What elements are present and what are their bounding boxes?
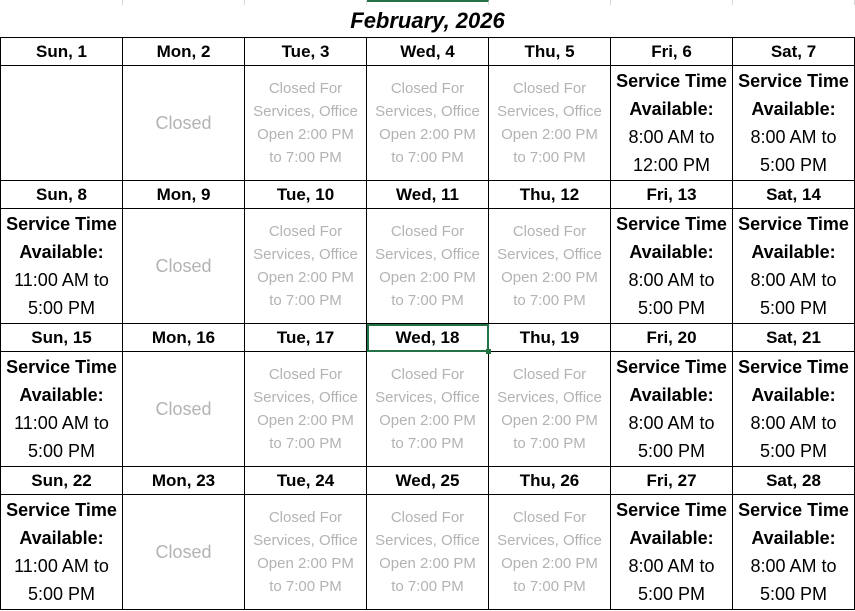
service-time-block	[738, 67, 849, 179]
service-time-hours: 8:00 AM to	[628, 413, 715, 433]
service-time-hours: 5:00 PM	[637, 441, 706, 461]
day-body-cell[interactable]	[245, 352, 367, 467]
service-time-hours: 5:00 PM	[27, 298, 96, 318]
office-hours-line: Open 2:00 PM	[257, 126, 354, 143]
day-body-cell[interactable]	[0, 209, 123, 324]
office-hours-line: Open 2:00 PM	[257, 412, 354, 429]
service-time-hours: 5:00 PM	[27, 584, 96, 604]
day-header-cell[interactable]: Fri, 6	[611, 38, 733, 66]
office-hours-line: Services, Office	[497, 246, 602, 263]
service-time-label: Available:	[19, 528, 104, 548]
day-header-cell[interactable]: Fri, 20	[611, 324, 733, 352]
service-time-label: Available:	[629, 242, 714, 262]
service-time-label: Available:	[751, 242, 836, 262]
day-body-cell[interactable]	[733, 209, 855, 324]
service-time-hours: 11:00 AM to	[14, 413, 109, 433]
service-time-label: Service Time	[738, 357, 849, 377]
service-time-block	[616, 496, 727, 608]
day-body-cell[interactable]	[245, 495, 367, 610]
service-time-label: Service Time	[6, 357, 117, 377]
service-time-hours: 8:00 AM to	[750, 413, 837, 433]
office-hours-line: Services, Office	[375, 103, 480, 120]
service-time-hours: 5:00 PM	[637, 298, 706, 318]
day-header-cell[interactable]: Sun, 15	[0, 324, 123, 352]
closed-label: Closed	[155, 112, 212, 133]
office-hours-note	[497, 363, 602, 455]
service-time-hours: 8:00 AM to	[750, 270, 837, 290]
office-hours-line: Closed For	[390, 80, 465, 97]
office-hours-note	[253, 220, 358, 312]
day-header-cell[interactable]: Sat, 21	[733, 324, 855, 352]
day-header-cell[interactable]: Wed, 18	[367, 324, 489, 352]
day-header-cell[interactable]: Sun, 22	[0, 467, 123, 495]
office-hours-line: Closed For	[390, 366, 465, 383]
office-hours-line: Closed For	[512, 366, 587, 383]
day-header-cell[interactable]: Thu, 5	[489, 38, 611, 66]
office-hours-line: Services, Office	[253, 532, 358, 549]
service-time-hours: 8:00 AM to	[750, 556, 837, 576]
office-hours-line: Open 2:00 PM	[501, 412, 598, 429]
service-time-block	[616, 353, 727, 465]
day-body-cell[interactable]	[489, 209, 611, 324]
office-hours-line: Closed For	[390, 223, 465, 240]
service-time-hours: 5:00 PM	[27, 441, 96, 461]
day-body-cell[interactable]	[611, 209, 733, 324]
office-hours-note	[375, 363, 480, 455]
service-time-block	[616, 210, 727, 322]
service-time-hours: 5:00 PM	[759, 155, 828, 175]
day-body-cell[interactable]	[123, 66, 245, 181]
day-header-cell[interactable]: Sat, 14	[733, 181, 855, 209]
office-hours-line: Open 2:00 PM	[501, 126, 598, 143]
day-header-cell[interactable]: Fri, 27	[611, 467, 733, 495]
day-body-cell[interactable]	[245, 209, 367, 324]
day-body-cell[interactable]	[611, 495, 733, 610]
day-header-cell[interactable]: Wed, 11	[367, 181, 489, 209]
office-hours-line: Open 2:00 PM	[257, 555, 354, 572]
day-header-cell[interactable]: Mon, 9	[123, 181, 245, 209]
day-body-cell[interactable]	[367, 352, 489, 467]
calendar-title[interactable]: February, 2026	[0, 5, 855, 38]
closed-label: Closed	[155, 398, 212, 419]
closed-label: Closed	[155, 541, 212, 562]
service-time-hours: 8:00 AM to	[628, 127, 715, 147]
office-hours-line: Open 2:00 PM	[501, 269, 598, 286]
service-time-label: Service Time	[616, 214, 727, 234]
office-hours-note	[497, 506, 602, 598]
calendar-grid	[0, 38, 855, 610]
office-hours-line: Services, Office	[253, 246, 358, 263]
office-hours-line: Closed For	[512, 509, 587, 526]
day-header-cell[interactable]: Thu, 12	[489, 181, 611, 209]
service-time-hours: 8:00 AM to	[628, 270, 715, 290]
day-header-cell[interactable]: Sat, 28	[733, 467, 855, 495]
day-header-cell[interactable]: Sat, 7	[733, 38, 855, 66]
service-time-block	[6, 496, 117, 608]
office-hours-note	[253, 506, 358, 598]
day-header-cell[interactable]: Mon, 23	[123, 467, 245, 495]
office-hours-note	[375, 220, 480, 312]
office-hours-line: Services, Office	[497, 103, 602, 120]
office-hours-line: to 7:00 PM	[391, 578, 464, 595]
service-time-label: Available:	[629, 99, 714, 119]
office-hours-line: to 7:00 PM	[513, 149, 586, 166]
day-header-cell[interactable]: Wed, 4	[367, 38, 489, 66]
closed-label: Closed	[155, 255, 212, 276]
day-header-cell[interactable]: Thu, 26	[489, 467, 611, 495]
day-body-cell[interactable]	[611, 66, 733, 181]
service-time-hours: 11:00 AM to	[14, 556, 109, 576]
office-hours-line: Closed For	[268, 223, 343, 240]
day-body-cell[interactable]	[489, 495, 611, 610]
office-hours-line: to 7:00 PM	[391, 435, 464, 452]
office-hours-line: Open 2:00 PM	[501, 555, 598, 572]
day-body-cell[interactable]	[367, 66, 489, 181]
day-body-cell[interactable]	[367, 495, 489, 610]
service-time-label: Service Time	[738, 71, 849, 91]
service-time-label: Service Time	[616, 71, 727, 91]
service-time-block	[738, 496, 849, 608]
day-body-cell[interactable]	[367, 209, 489, 324]
service-time-block	[6, 353, 117, 465]
office-hours-line: to 7:00 PM	[269, 435, 342, 452]
service-time-label: Available:	[751, 385, 836, 405]
day-body-cell[interactable]	[489, 352, 611, 467]
day-body-cell[interactable]	[0, 66, 123, 181]
service-time-block	[738, 210, 849, 322]
service-time-label: Service Time	[616, 357, 727, 377]
service-time-hours: 5:00 PM	[759, 584, 828, 604]
office-hours-line: to 7:00 PM	[269, 578, 342, 595]
service-time-hours: 5:00 PM	[637, 584, 706, 604]
day-header-cell[interactable]: Wed, 25	[367, 467, 489, 495]
day-body-cell[interactable]	[245, 66, 367, 181]
office-hours-line: Closed For	[390, 509, 465, 526]
day-header-cell[interactable]: Mon, 2	[123, 38, 245, 66]
service-time-label: Available:	[629, 528, 714, 548]
office-hours-line: Open 2:00 PM	[379, 126, 476, 143]
office-hours-line: to 7:00 PM	[391, 149, 464, 166]
day-body-cell[interactable]	[123, 352, 245, 467]
office-hours-note	[497, 220, 602, 312]
day-body-cell[interactable]	[123, 209, 245, 324]
office-hours-line: Open 2:00 PM	[379, 269, 476, 286]
office-hours-note	[253, 363, 358, 455]
office-hours-line: to 7:00 PM	[269, 292, 342, 309]
service-time-label: Service Time	[738, 500, 849, 520]
office-hours-line: Open 2:00 PM	[379, 412, 476, 429]
service-time-hours: 8:00 AM to	[628, 556, 715, 576]
office-hours-line: Services, Office	[253, 389, 358, 406]
office-hours-line: Services, Office	[253, 103, 358, 120]
office-hours-line: Open 2:00 PM	[379, 555, 476, 572]
day-header-cell[interactable]: Sun, 1	[0, 38, 123, 66]
service-time-label: Service Time	[6, 500, 117, 520]
service-time-label: Available:	[751, 99, 836, 119]
office-hours-line: Closed For	[268, 509, 343, 526]
office-hours-line: Services, Office	[375, 389, 480, 406]
service-time-label: Service Time	[738, 214, 849, 234]
day-header-cell[interactable]: Tue, 10	[245, 181, 367, 209]
day-header-cell[interactable]: Sun, 8	[0, 181, 123, 209]
day-body-cell[interactable]	[0, 495, 123, 610]
service-time-label: Service Time	[616, 500, 727, 520]
office-hours-line: Closed For	[512, 80, 587, 97]
service-time-label: Service Time	[6, 214, 117, 234]
day-body-cell[interactable]	[733, 495, 855, 610]
day-header-cell[interactable]: Mon, 16	[123, 324, 245, 352]
day-body-cell[interactable]	[123, 495, 245, 610]
office-hours-line: to 7:00 PM	[269, 149, 342, 166]
office-hours-line: to 7:00 PM	[391, 292, 464, 309]
day-header-cell[interactable]: Thu, 19	[489, 324, 611, 352]
day-header-cell[interactable]: Tue, 24	[245, 467, 367, 495]
service-time-label: Available:	[19, 242, 104, 262]
service-time-block	[6, 210, 117, 322]
office-hours-line: Open 2:00 PM	[257, 269, 354, 286]
service-time-label: Available:	[629, 385, 714, 405]
service-time-hours: 11:00 AM to	[14, 270, 109, 290]
office-hours-line: Services, Office	[497, 532, 602, 549]
service-time-block	[738, 353, 849, 465]
day-header-cell[interactable]: Tue, 3	[245, 38, 367, 66]
day-body-cell[interactable]	[611, 352, 733, 467]
office-hours-line: Closed For	[512, 223, 587, 240]
service-time-block	[616, 67, 727, 179]
office-hours-line: to 7:00 PM	[513, 435, 586, 452]
office-hours-note	[375, 77, 480, 169]
day-body-cell[interactable]	[489, 66, 611, 181]
day-header-cell[interactable]: Tue, 17	[245, 324, 367, 352]
office-hours-note	[375, 506, 480, 598]
office-hours-line: Services, Office	[497, 389, 602, 406]
office-hours-line: Closed For	[268, 366, 343, 383]
day-body-cell[interactable]	[733, 66, 855, 181]
service-time-label: Available:	[19, 385, 104, 405]
service-time-label: Available:	[751, 528, 836, 548]
service-time-hours: 8:00 AM to	[750, 127, 837, 147]
office-hours-line: Services, Office	[375, 532, 480, 549]
office-hours-note	[497, 77, 602, 169]
office-hours-line: to 7:00 PM	[513, 292, 586, 309]
office-hours-line: Services, Office	[375, 246, 480, 263]
day-header-cell[interactable]: Fri, 13	[611, 181, 733, 209]
service-time-hours: 12:00 PM	[632, 155, 711, 175]
day-body-cell[interactable]	[733, 352, 855, 467]
service-time-hours: 5:00 PM	[759, 441, 828, 461]
service-time-hours: 5:00 PM	[759, 298, 828, 318]
day-body-cell[interactable]	[0, 352, 123, 467]
office-hours-line: to 7:00 PM	[513, 578, 586, 595]
office-hours-line: Closed For	[268, 80, 343, 97]
office-hours-note	[253, 77, 358, 169]
